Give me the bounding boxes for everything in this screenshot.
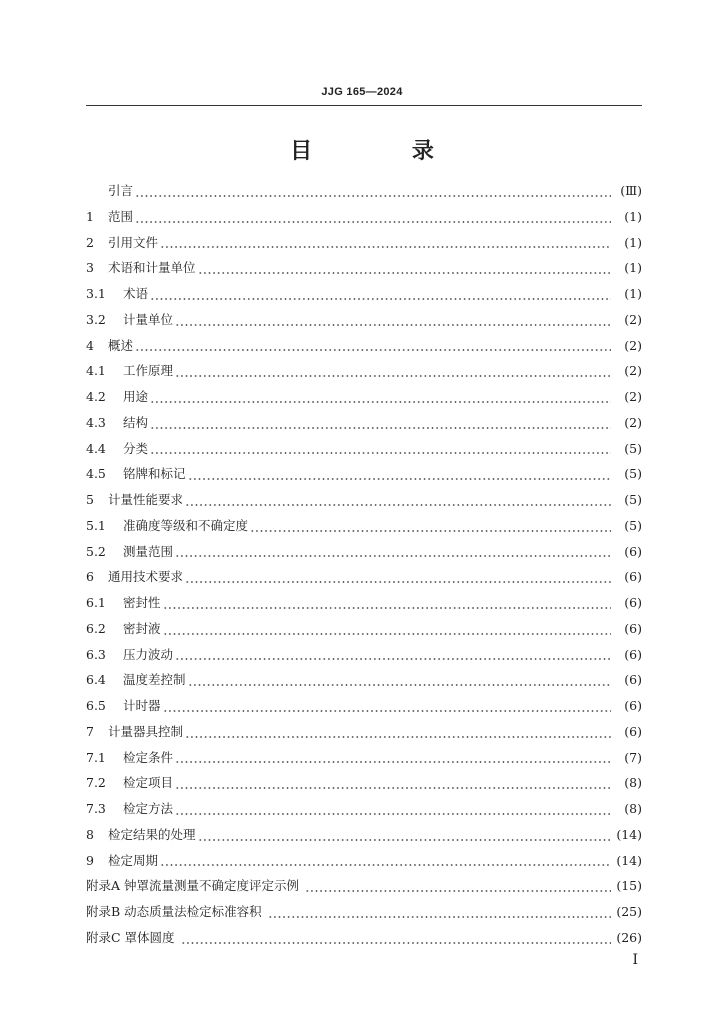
dot-leader [150, 445, 611, 457]
toc-entry-label: 附录C 罩体圆度 [86, 929, 175, 945]
toc-entry[interactable] [86, 490, 642, 516]
toc-entry[interactable] [86, 233, 642, 259]
toc-entry[interactable] [86, 619, 642, 645]
dot-leader [175, 651, 611, 663]
toc-entry-number: 7.2 [86, 775, 106, 791]
toc-entry-number: 4.4 [86, 440, 106, 456]
toc-entry-number: 6.4 [86, 672, 106, 688]
toc-entry-number: 6.5 [86, 698, 106, 713]
toc-entry[interactable] [86, 902, 642, 928]
dot-leader [160, 857, 611, 869]
toc-entry-page: (2) [624, 363, 642, 379]
toc-entry[interactable] [86, 567, 642, 593]
toc-entry-number: 7.3 [86, 801, 106, 816]
toc-entry-page: (6) [624, 569, 642, 585]
dot-leader [185, 729, 611, 741]
dot-leader [181, 935, 611, 947]
toc-entry-page: (6) [624, 723, 642, 739]
dot-leader [188, 471, 611, 483]
toc-entry-page: (6) [624, 698, 642, 713]
toc-entry-number: 6 [86, 569, 94, 585]
toc-entry-label: 计量单位 [123, 311, 174, 327]
toc-entry[interactable] [86, 310, 642, 336]
toc-entry[interactable] [86, 593, 642, 619]
toc-entry-label: 引用文件 [108, 234, 159, 250]
toc-entry-label: 附录A 钟罩流量测量不确定度评定示例 [86, 878, 300, 894]
dot-leader [268, 909, 611, 921]
toc-entry-number: 6.3 [86, 646, 106, 662]
toc-entry[interactable] [86, 670, 642, 696]
toc-entry[interactable] [86, 336, 642, 362]
toc-entry-number: 8 [86, 826, 94, 842]
standard-code-header: JJG 165—2024 [321, 86, 403, 98]
toc-entry-number: 5.2 [86, 543, 106, 559]
toc-entry[interactable] [86, 413, 642, 439]
toc-entry[interactable] [86, 258, 642, 284]
toc-entry-number: 2 [86, 234, 94, 250]
toc-entry-label: 术语和计量单位 [108, 260, 196, 276]
toc-entry-label: 通用技术要求 [108, 569, 184, 585]
dot-leader [185, 497, 611, 509]
toc-entry-number: 4 [86, 337, 94, 353]
dot-leader [175, 368, 611, 380]
toc-entry-label: 计量器具控制 [108, 723, 184, 739]
dot-leader [163, 703, 611, 715]
toc-entry[interactable] [86, 464, 642, 490]
toc-entry-label: 检定条件 [123, 749, 174, 765]
toc-entry-label: 检定周期 [108, 852, 159, 868]
toc-entry-number: 3.1 [86, 286, 106, 301]
toc-entry-label: 概述 [108, 337, 134, 353]
dot-leader [175, 317, 611, 329]
dot-leader [163, 600, 611, 612]
toc-entry-page: (14) [616, 826, 642, 842]
toc-entry-page: (15) [616, 878, 642, 894]
toc-entry[interactable] [86, 851, 642, 877]
toc-entry-page: (Ⅲ) [620, 183, 642, 198]
toc-entry[interactable] [86, 696, 642, 722]
toc-entry-page: (5) [624, 466, 642, 482]
toc-entry-label: 准确度等级和不确定度 [123, 517, 249, 533]
toc-entry[interactable] [86, 516, 642, 542]
toc-entry-label: 密封性 [123, 595, 161, 610]
toc-entry-page: (8) [624, 775, 642, 791]
toc-entry-label: 铭牌和标记 [123, 466, 186, 482]
dot-leader [175, 754, 611, 766]
toc-entry-number: 4.3 [86, 414, 106, 430]
toc-entry-label: 结构 [123, 414, 149, 430]
toc-entry[interactable] [86, 207, 642, 233]
toc-entry-page: (2) [624, 337, 642, 353]
dot-leader [175, 780, 611, 792]
toc-entry-page: (6) [624, 646, 642, 662]
toc-entry-label: 术语 [123, 286, 149, 301]
table-of-contents [86, 181, 642, 954]
toc-entry-label: 检定结果的处理 [108, 826, 196, 842]
toc-entry-page: (25) [616, 904, 642, 919]
toc-entry-page: (6) [624, 672, 642, 688]
toc-entry[interactable] [86, 361, 642, 387]
toc-entry-label: 温度差控制 [123, 672, 186, 688]
toc-entry[interactable] [86, 773, 642, 799]
toc-entry-page: (1) [624, 260, 642, 276]
dot-leader [135, 214, 611, 226]
toc-entry[interactable] [86, 439, 642, 465]
toc-entry-label: 引言 [108, 183, 134, 198]
toc-entry-page: (6) [624, 620, 642, 636]
dot-leader [185, 574, 611, 586]
toc-entry-page: (5) [624, 492, 642, 507]
dot-leader [198, 832, 611, 844]
dot-leader [175, 806, 611, 818]
toc-entry[interactable] [86, 542, 642, 568]
toc-entry-page: (2) [624, 389, 642, 404]
toc-entry[interactable] [86, 387, 642, 413]
dot-leader [135, 188, 611, 200]
toc-entry-label: 压力波动 [123, 646, 174, 662]
toc-entry[interactable] [86, 825, 642, 851]
dot-leader [163, 626, 611, 638]
toc-entry-number: 4.2 [86, 389, 106, 404]
toc-entry-number: 7 [86, 723, 94, 739]
toc-entry-label: 测量范围 [123, 543, 174, 559]
toc-entry-page: (5) [624, 440, 642, 456]
toc-entry-page: (6) [624, 543, 642, 559]
page-number: I [632, 952, 638, 968]
toc-entry-page: (8) [624, 801, 642, 816]
toc-entry-number: 7.1 [86, 749, 106, 765]
toc-entry-page: (5) [624, 517, 642, 533]
toc-entry[interactable] [86, 928, 642, 954]
toc-entry-number: 4.5 [86, 466, 106, 482]
dot-leader [135, 342, 611, 354]
toc-entry-label: 工作原理 [123, 363, 174, 379]
page-title: 目 录 [290, 139, 480, 164]
toc-entry[interactable] [86, 722, 642, 748]
dot-leader [150, 291, 611, 303]
toc-entry-number: 4.1 [86, 363, 106, 379]
toc-entry-label: 附录B 动态质量法检定标准容积 [86, 904, 262, 919]
dot-leader [198, 265, 611, 277]
toc-entry-page: (26) [616, 929, 642, 945]
toc-entry-number: 9 [86, 852, 94, 868]
toc-entry-page: (1) [624, 208, 642, 224]
dot-leader [150, 394, 611, 406]
toc-entry[interactable] [86, 799, 642, 825]
toc-entry-number: 3 [86, 260, 94, 276]
toc-entry[interactable] [86, 284, 642, 310]
toc-entry-page: (1) [624, 286, 642, 301]
toc-entry-label: 计量性能要求 [108, 492, 184, 507]
toc-entry-number: 5 [86, 492, 94, 507]
toc-entry-number: 1 [86, 208, 94, 224]
dot-leader [175, 548, 611, 560]
toc-entry-page: (7) [624, 749, 642, 765]
toc-entry-page: (2) [624, 311, 642, 327]
toc-entry[interactable] [86, 748, 642, 774]
toc-entry-page: (2) [624, 414, 642, 430]
toc-entry[interactable] [86, 181, 642, 207]
toc-entry-label: 密封液 [123, 620, 161, 636]
toc-entry-page: (6) [624, 595, 642, 610]
toc-entry-number: 6.2 [86, 620, 106, 636]
toc-entry[interactable] [86, 876, 642, 902]
toc-entry[interactable] [86, 645, 642, 671]
header-rule [86, 105, 642, 106]
dot-leader [305, 883, 611, 895]
toc-entry-page: (1) [624, 234, 642, 250]
toc-entry-label: 用途 [123, 389, 149, 404]
toc-entry-label: 检定项目 [123, 775, 174, 791]
toc-entry-label: 范围 [108, 208, 134, 224]
toc-entry-number: 6.1 [86, 595, 106, 610]
toc-entry-number: 5.1 [86, 517, 106, 533]
toc-entry-number: 3.2 [86, 311, 106, 327]
toc-entry-label: 检定方法 [123, 801, 174, 816]
toc-entry-label: 计时器 [123, 698, 161, 713]
toc-entry-page: (14) [616, 852, 642, 868]
dot-leader [160, 239, 611, 251]
dot-leader [188, 677, 611, 689]
toc-entry-label: 分类 [123, 440, 149, 456]
dot-leader [150, 420, 611, 432]
dot-leader [250, 523, 611, 535]
